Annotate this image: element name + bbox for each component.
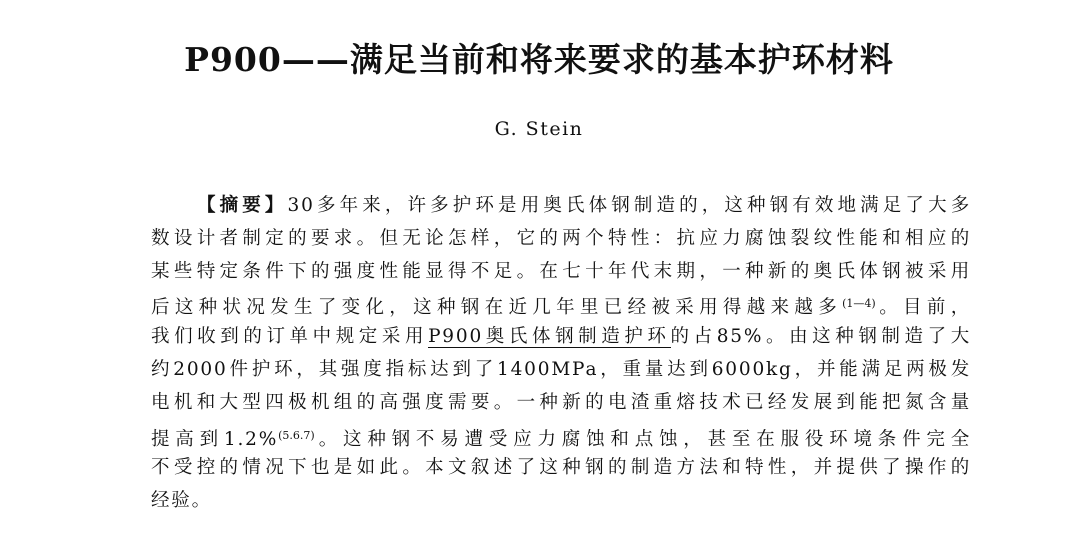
- abstract-text-8a: 提高到1.2%: [151, 428, 279, 450]
- underlined-phrase: P900奥氏体钢制造护环: [428, 326, 671, 348]
- abstract-text-4a: 后这种状况发生了变化，这种钢在近几年里已经被采用得越来越多: [151, 297, 843, 319]
- abstract-line-4: [151, 288, 971, 321]
- abstract-text-1: 30多年来，许多护环是用奥氏体钢制造的，这种钢有效地满足了大多: [287, 195, 971, 216]
- abstract-line-9: 不受控的情况下也是如此。本文叙述了这种钢的制造方法和特性，并提供了操作的: [151, 457, 971, 479]
- abstract-line-6: 约2000件护环，其强度指标达到了1400MPa，重量达到6000kg，并能满足两极发: [151, 358, 971, 380]
- abstract-label: 【摘要】: [197, 195, 288, 216]
- citation-ref-5-7: (5.6.7): [278, 428, 315, 442]
- citation-ref-1-4: (1—4): [842, 297, 876, 311]
- abstract-line-5: [151, 321, 971, 354]
- abstract-line-10: 经验。: [151, 490, 212, 512]
- paper-author: G. Stein: [494, 118, 584, 140]
- abstract-block: [151, 190, 971, 518]
- abstract-text-8b: 。这种钢不易遭受应力腐蚀和点蚀，甚至在服役环境条件完全: [314, 428, 971, 450]
- abstract-line-7: 电机和大型四极机组的高强度需要。一种新的电渣重熔技术已经发展到能把氮含量: [151, 391, 971, 413]
- abstract-line-1: [151, 190, 971, 223]
- abstract-line-2: 数设计者制定的要求。但无论怎样，它的两个特性：抗应力腐蚀裂纹性能和相应的: [151, 227, 971, 249]
- paper-title: P900——满足当前和将来要求的基本护环材料: [184, 40, 894, 79]
- abstract-text-4b: 。目前，: [875, 297, 972, 319]
- abstract-line-3: 某些特定条件下的强度性能显得不足。在七十年代末期，一种新的奥氏体钢被采用: [151, 260, 971, 282]
- abstract-text-5a: 我们收到的订单中规定采用: [151, 326, 429, 348]
- abstract-line-8: [151, 420, 971, 453]
- abstract-text-5b: 的占85%。由这种钢制造了大: [670, 326, 971, 348]
